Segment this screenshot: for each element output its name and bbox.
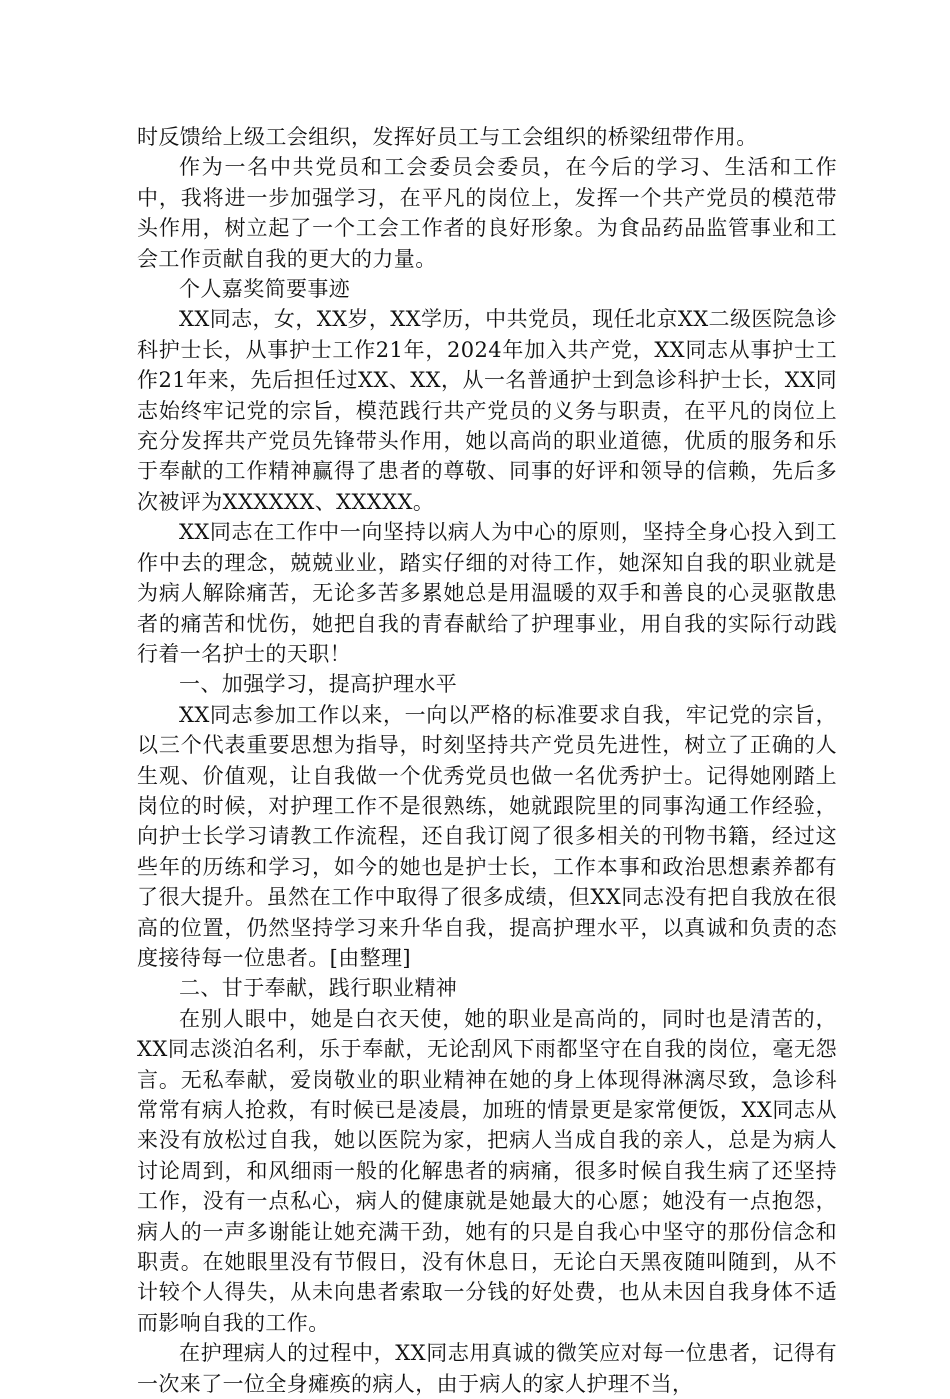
- section-title-award-summary: 个人嘉奖简要事迹: [179, 277, 351, 302]
- paragraph-profile: XX同志，女，XX岁，XX学历，中共党员，现任北京XX二级医院急诊科护士长，从事护士工作21年，2024年加入共产党，XX同志从事护士工作21年来，先后担任过XX、XX，从一名普通护士到急诊科护士长，XX同志始终牢记党的宗旨，模范践行共产党员的义务与职责，在平凡的岗位上充分发挥共产党员先锋带头作用，她以高尚的职业道德，优质的服务和乐于奉献的工作精神赢得了患者的尊敬、同事的好评和领导的信赖，先后多次被评为XXXXXX、XXXXX。: [137, 307, 837, 514]
- section-heading-learning: 一、加强学习，提高护理水平: [179, 672, 458, 697]
- paragraph-commitment: 作为一名中共党员和工会委员会委员，在今后的学习、生活和工作中，我将进一步加强学习，在平凡的岗位上，发挥一个共产党员的模范带头作用，树立起了一个工会工作者的良好形象。为食品药品监管事业和工会工作贡献自我的更大的力量。: [137, 155, 837, 271]
- paragraph-care-process: 在护理病人的过程中，XX同志用真诚的微笑应对每一位患者，记得有一次来了一位全身瘫痪的病人，由于病人的家人护理不当，: [137, 1341, 837, 1396]
- paragraph-continuation: 时反馈给上级工会组织，发挥好员工与工会组织的桥梁纽带作用。: [137, 125, 758, 149]
- paragraph-learning: XX同志参加工作以来，一向以严格的标准要求自我，牢记党的宗旨，以三个代表重要思想为指导，时刻坚持共产党员先进性，树立了正确的人生观、价值观，让自我做一个优秀党员也做一名优秀护士。记得她刚踏上岗位的时候，对护理工作不是很熟练，她就跟院里的同事沟通工作经验，向护士长学习请教工作流程，还自我订阅了很多相关的刊物书籍，经过这些年的历练和学习，如今的她也是护士长，工作本事和政治思想素养都有了很大提升。虽然在工作中取得了很多成绩，但XX同志没有把自我放在很高的位置，仍然坚持学习来升华自我，提高护理水平，以真诚和负责的态度接待每一位患者。[由整理]: [137, 702, 837, 970]
- section-heading-dedication: 二、甘于奉献，践行职业精神: [179, 976, 458, 1001]
- document-page: [137, 122, 837, 1399]
- paragraph-dedication: 在别人眼中，她是白衣天使，她的职业是高尚的，同时也是清苦的，XX同志淡泊名利，乐于奉献，无论刮风下雨都坚守在自我的岗位，毫无怨言。无私奉献，爱岗敬业的职业精神在她的身上体现得淋漓尽致，急诊科常常有病人抢救，有时候已是凌晨，加班的情景更是家常便饭，XX同志从来没有放松过自我，她以医院为家，把病人当成自我的亲人，总是为病人讨论周到，和风细雨一般的化解患者的病痛，很多时候自我生病了还坚持工作，没有一点私心，病人的健康就是她最大的心愿；她没有一点抱怨，病人的一声多谢能让她充满干劲，她有的只是自我心中坚守的那份信念和职责。在她眼里没有节假日，没有休息日，无论白天黑夜随叫随到，从不计较个人得失，从未向患者索取一分钱的好处费，也从未因自我身体不适而影响自我的工作。: [137, 1006, 837, 1335]
- paragraph-patient-centered: XX同志在工作中一向坚持以病人为中心的原则，坚持全身心投入到工作中去的理念，兢兢业业，踏实仔细的对待工作，她深知自我的职业就是为病人解除痛苦，无论多苦多累她总是用温暖的双手和善良的心灵驱散患者的痛苦和忧伤，她把自我的青春献给了护理事业，用自我的实际行动践行着一名护士的天职！: [137, 520, 837, 666]
